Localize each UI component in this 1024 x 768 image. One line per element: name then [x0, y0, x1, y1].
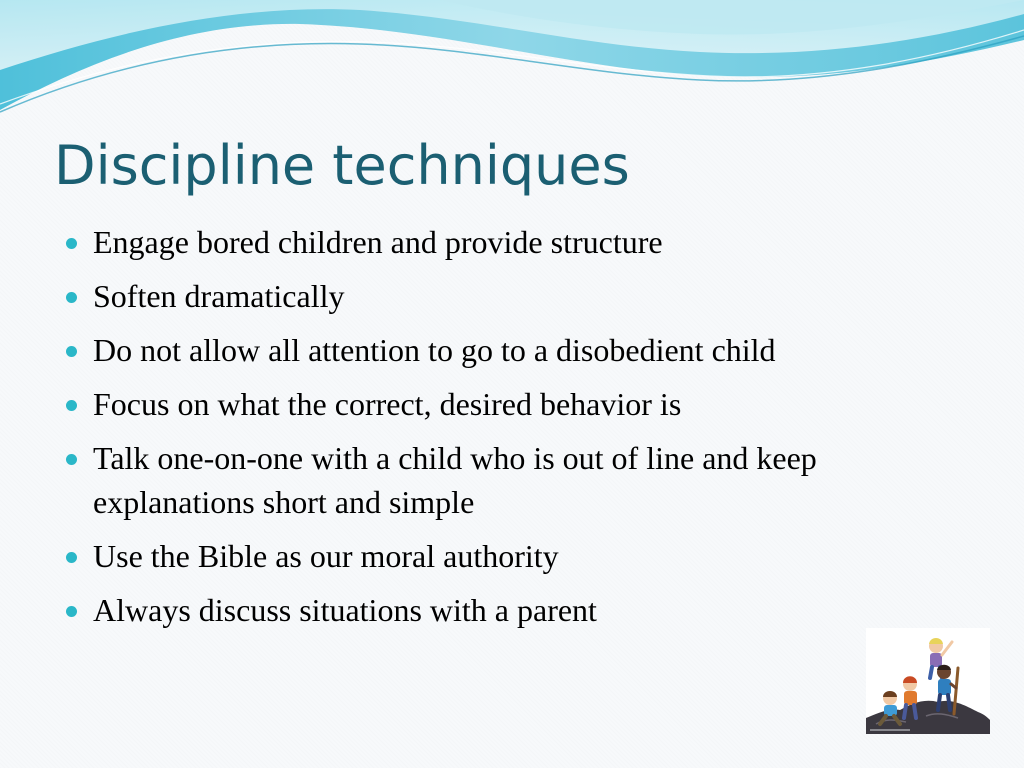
- bullet-item: [60, 588, 960, 632]
- bullet-item: [60, 274, 960, 318]
- round-bullet-icon: [66, 400, 77, 411]
- round-bullet-icon: [66, 238, 77, 249]
- bullet-text: Focus on what the correct, desired behavior is: [93, 386, 682, 422]
- round-bullet-icon: [66, 552, 77, 563]
- bullet-text: Do not allow all attention to go to a disobedient child: [93, 332, 776, 368]
- round-bullet-icon: [66, 346, 77, 357]
- bullet-item: [60, 220, 960, 264]
- bullet-text: Always discuss situations with a parent: [93, 592, 597, 628]
- round-bullet-icon: [66, 454, 77, 465]
- bullet-item: [60, 534, 960, 578]
- bullet-text: Engage bored children and provide structure: [93, 224, 663, 260]
- round-bullet-icon: [66, 606, 77, 617]
- bullet-text: Talk one-on-one with a child who is out of line and keep explanations short and simple: [93, 440, 817, 520]
- bullet-list: [60, 220, 960, 642]
- bullet-item: [60, 436, 960, 524]
- children-hiking-clipart: [866, 628, 990, 734]
- bullet-text: Soften dramatically: [93, 278, 345, 314]
- bullet-item: [60, 382, 960, 426]
- bullet-text: Use the Bible as our moral authority: [93, 538, 559, 574]
- wave-banner: [0, 0, 1024, 120]
- slide-title: Discipline techniques: [54, 134, 630, 197]
- round-bullet-icon: [66, 292, 77, 303]
- bullet-item: [60, 328, 960, 372]
